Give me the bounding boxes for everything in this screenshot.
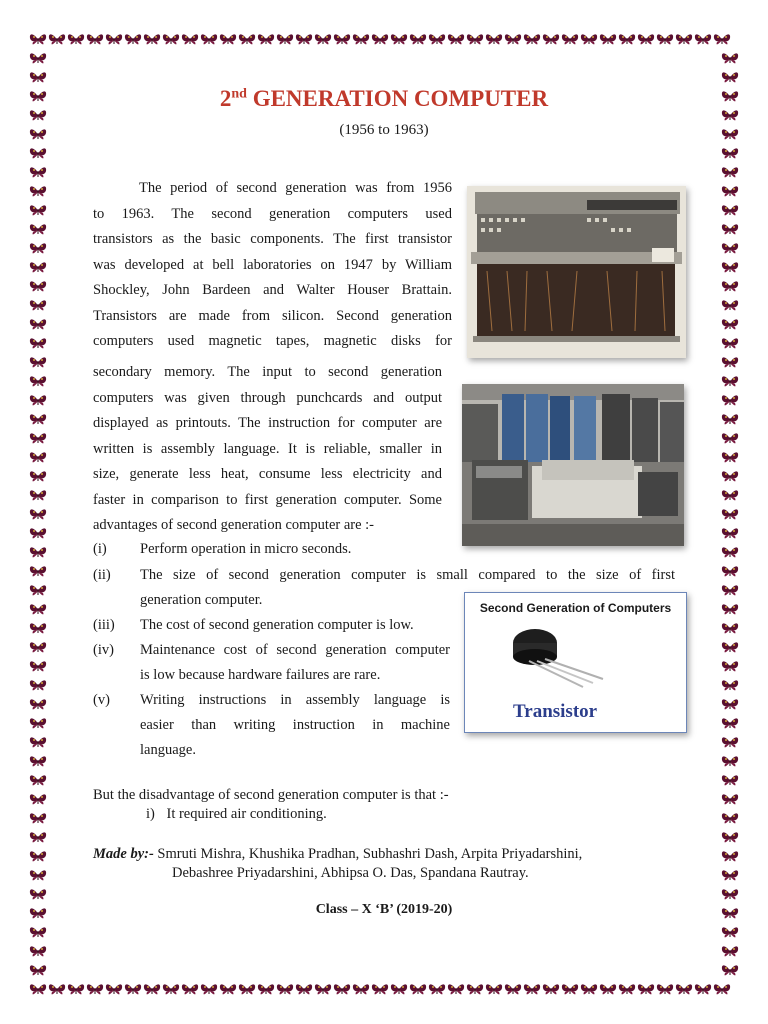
- butterfly-icon: [30, 205, 46, 215]
- butterfly-icon: [695, 984, 711, 994]
- advantage-item: [93, 638, 463, 689]
- butterfly-icon: [505, 34, 521, 44]
- list-text: language.: [140, 742, 196, 758]
- butterfly-icon: [239, 984, 255, 994]
- list-text: generation computer.: [140, 592, 263, 608]
- butterfly-icon: [722, 661, 738, 671]
- butterfly-icon: [722, 832, 738, 842]
- butterfly-icon: [258, 34, 274, 44]
- butterfly-icon: [410, 34, 426, 44]
- butterfly-icon: [467, 984, 483, 994]
- butterfly-icon: [722, 965, 738, 975]
- butterfly-icon: [277, 984, 293, 994]
- butterfly-icon: [30, 775, 46, 785]
- butterfly-icon: [722, 167, 738, 177]
- butterfly-icon: [30, 756, 46, 766]
- list-number: (ii): [93, 567, 111, 583]
- butterfly-icon: [722, 699, 738, 709]
- transistor-icon: [505, 621, 615, 696]
- list-text: is low because hardware failures are rare.: [140, 667, 381, 683]
- computer-console-photo: [467, 186, 686, 358]
- list-text: The cost of second generation computer is low.: [140, 617, 414, 633]
- butterfly-icon: [30, 528, 46, 538]
- butterfly-icon: [125, 984, 141, 994]
- butterfly-icon: [30, 965, 46, 975]
- butterfly-icon: [486, 984, 502, 994]
- butterfly-icon: [30, 471, 46, 481]
- computer-room-photo: [462, 384, 684, 546]
- butterfly-icon: [581, 34, 597, 44]
- list-text: Writing instructions in assembly language is: [140, 692, 450, 708]
- class-line: Class – X ‘B’ (2019-20): [315, 902, 453, 917]
- butterfly-icon: [201, 984, 217, 994]
- butterfly-icon: [106, 34, 122, 44]
- butterfly-icon: [220, 34, 236, 44]
- butterfly-icon: [353, 34, 369, 44]
- butterfly-icon: [722, 604, 738, 614]
- butterfly-icon: [49, 34, 65, 44]
- description-paragraph: [93, 360, 442, 539]
- para-line: secondary memory. The input to second generation: [93, 364, 442, 380]
- butterfly-icon: [562, 984, 578, 994]
- butterfly-icon: [722, 376, 738, 386]
- para-line: advantages of second generation computer are :-: [93, 517, 375, 533]
- list-text: easier than writing instruction in machine: [140, 717, 450, 733]
- butterfly-icon: [30, 832, 46, 842]
- butterfly-icon: [722, 224, 738, 234]
- butterfly-icon: [722, 946, 738, 956]
- butterfly-icon: [163, 34, 179, 44]
- butterfly-icon: [429, 34, 445, 44]
- list-number: (i): [93, 541, 107, 557]
- butterfly-icon: [30, 319, 46, 329]
- para-line: displayed as printouts. The instruction for computer are: [93, 415, 442, 431]
- butterfly-icon: [722, 395, 738, 405]
- page-subtitle: (1956 to 1963): [339, 122, 429, 138]
- butterfly-icon: [30, 490, 46, 500]
- butterfly-icon: [144, 984, 160, 994]
- butterfly-icon: [163, 984, 179, 994]
- butterfly-icon: [30, 984, 46, 994]
- disadvantage-intro: But the disadvantage of second generation computer is that :-: [93, 787, 449, 803]
- butterfly-icon: [722, 186, 738, 196]
- butterfly-icon: [372, 34, 388, 44]
- butterfly-icon: [600, 984, 616, 994]
- butterfly-icon: [722, 338, 738, 348]
- butterfly-icon: [30, 338, 46, 348]
- butterfly-icon: [410, 984, 426, 994]
- butterfly-icon: [391, 984, 407, 994]
- butterfly-icon: [448, 984, 464, 994]
- butterfly-icon: [581, 984, 597, 994]
- credits-label: Made by:-: [93, 846, 154, 862]
- butterfly-icon: [722, 53, 738, 63]
- butterfly-icon: [714, 34, 730, 44]
- butterfly-icon: [524, 34, 540, 44]
- butterfly-icon: [722, 72, 738, 82]
- butterfly-icon: [30, 395, 46, 405]
- butterfly-icon: [722, 547, 738, 557]
- butterfly-icon: [722, 623, 738, 633]
- butterfly-icon: [30, 889, 46, 899]
- butterfly-icon: [722, 718, 738, 728]
- butterfly-icon: [30, 357, 46, 367]
- butterfly-icon: [125, 34, 141, 44]
- title-superscript: nd: [231, 86, 247, 102]
- butterfly-icon: [467, 34, 483, 44]
- butterfly-icon: [353, 984, 369, 994]
- butterfly-icon: [657, 984, 673, 994]
- butterfly-icon: [722, 433, 738, 443]
- butterfly-icon: [30, 794, 46, 804]
- butterfly-icon: [695, 34, 711, 44]
- butterfly-icon: [722, 737, 738, 747]
- butterfly-icon: [722, 528, 738, 538]
- butterfly-icon: [30, 281, 46, 291]
- butterfly-icon: [676, 34, 692, 44]
- butterfly-icon: [30, 34, 46, 44]
- list-text: Perform operation in micro seconds.: [140, 541, 352, 557]
- advantage-item: [93, 688, 463, 765]
- butterfly-icon: [30, 376, 46, 386]
- butterfly-icon: [30, 224, 46, 234]
- list-number: (v): [93, 692, 110, 708]
- butterfly-icon: [391, 34, 407, 44]
- butterfly-icon: [30, 414, 46, 424]
- butterfly-icon: [239, 34, 255, 44]
- credits-line: [93, 846, 582, 863]
- butterfly-icon: [258, 984, 274, 994]
- para-line: Shockley, John Bardeen and Walter Houser Brattain.: [93, 282, 452, 298]
- butterfly-icon: [722, 870, 738, 880]
- butterfly-icon: [315, 34, 331, 44]
- butterfly-icon: [722, 775, 738, 785]
- butterfly-icon: [722, 300, 738, 310]
- butterfly-icon: [30, 699, 46, 709]
- butterfly-icon: [448, 34, 464, 44]
- butterfly-icon: [68, 984, 84, 994]
- computer-console-illustration: [467, 186, 686, 358]
- butterfly-icon: [106, 984, 122, 994]
- butterfly-icon: [722, 357, 738, 367]
- para-line: was developed at bell laboratories on 1947 by William: [93, 256, 452, 273]
- transistor-card: [464, 592, 687, 733]
- credits-names-continued: Debashree Priyadarshini, Abhipsa O. Das, Spandana Rautray.: [172, 865, 529, 881]
- butterfly-icon: [30, 452, 46, 462]
- butterfly-icon: [30, 680, 46, 690]
- butterfly-icon: [30, 243, 46, 253]
- butterfly-icon: [30, 813, 46, 823]
- intro-paragraph: [93, 176, 452, 355]
- butterfly-icon: [87, 34, 103, 44]
- butterfly-icon: [722, 490, 738, 500]
- butterfly-icon: [30, 661, 46, 671]
- butterfly-icon: [277, 34, 293, 44]
- butterfly-icon: [638, 34, 654, 44]
- para-line: size, generate less heat, consume less electricity and: [93, 466, 442, 482]
- para-line: computers was given through punchcards and output: [93, 389, 442, 406]
- disadvantage-item: [146, 806, 327, 823]
- butterfly-icon: [562, 34, 578, 44]
- butterfly-icon: [30, 167, 46, 177]
- butterfly-icon: [182, 34, 198, 44]
- butterfly-icon: [296, 984, 312, 994]
- butterfly-icon: [543, 34, 559, 44]
- butterfly-icon: [722, 585, 738, 595]
- butterfly-icon: [30, 262, 46, 272]
- butterfly-icon: [722, 148, 738, 158]
- para-line: written is assembly language. It is reliable, smaller in: [93, 440, 442, 457]
- butterfly-icon: [30, 148, 46, 158]
- butterfly-icon: [30, 585, 46, 595]
- butterfly-icon: [722, 414, 738, 424]
- butterfly-icon: [30, 642, 46, 652]
- butterfly-icon: [30, 737, 46, 747]
- butterfly-icon: [722, 680, 738, 690]
- butterfly-icon: [87, 984, 103, 994]
- butterfly-icon: [722, 927, 738, 937]
- butterfly-icon: [722, 509, 738, 519]
- butterfly-icon: [315, 984, 331, 994]
- butterfly-icon: [144, 34, 160, 44]
- butterfly-icon: [30, 870, 46, 880]
- butterfly-icon: [722, 813, 738, 823]
- butterfly-icon: [722, 281, 738, 291]
- transistor-card-title: Second Generation of Computers: [479, 601, 672, 615]
- butterfly-icon: [722, 566, 738, 576]
- butterfly-icon: [722, 471, 738, 481]
- butterfly-icon: [722, 794, 738, 804]
- butterfly-icon: [68, 34, 84, 44]
- butterfly-icon: [722, 889, 738, 899]
- para-line: to 1963. The second generation computers used: [93, 205, 452, 222]
- advantage-item: [93, 613, 463, 639]
- butterfly-icon: [722, 642, 738, 652]
- credits-names: Smruti Mishra, Khushika Pradhan, Subhashri Dash, Arpita Priyadarshini,: [153, 846, 583, 862]
- butterfly-icon: [722, 452, 738, 462]
- computer-room-illustration: [462, 384, 684, 546]
- butterfly-icon: [30, 433, 46, 443]
- butterfly-icon: [722, 205, 738, 215]
- butterfly-icon: [296, 34, 312, 44]
- butterfly-icon: [201, 34, 217, 44]
- butterfly-icon: [722, 262, 738, 272]
- butterfly-icon: [30, 566, 46, 576]
- butterfly-icon: [30, 927, 46, 937]
- butterfly-icon: [505, 984, 521, 994]
- butterfly-icon: [30, 604, 46, 614]
- list-text: Maintenance cost of second generation computer: [140, 642, 450, 658]
- butterfly-icon: [30, 509, 46, 519]
- butterfly-icon: [600, 34, 616, 44]
- page-title: 2nd GENERATION COMPUTER: [219, 86, 549, 111]
- butterfly-icon: [30, 300, 46, 310]
- list-text: The size of second generation computer is small compared to the size of first: [140, 567, 675, 583]
- para-line: transistors as the basic components. The first transistor: [93, 231, 452, 247]
- butterfly-icon: [220, 984, 236, 994]
- butterfly-icon: [676, 984, 692, 994]
- butterfly-icon: [657, 34, 673, 44]
- butterfly-icon: [722, 756, 738, 766]
- butterfly-icon: [722, 243, 738, 253]
- butterfly-icon: [722, 319, 738, 329]
- butterfly-icon: [30, 186, 46, 196]
- butterfly-icon: [543, 984, 559, 994]
- butterfly-icon: [30, 72, 46, 82]
- butterfly-icon: [638, 984, 654, 994]
- butterfly-icon: [334, 984, 350, 994]
- list-number: i): [146, 806, 155, 822]
- butterfly-icon: [30, 53, 46, 63]
- butterfly-icon: [619, 34, 635, 44]
- butterfly-icon: [722, 851, 738, 861]
- butterfly-icon: [619, 984, 635, 994]
- butterfly-icon: [49, 984, 65, 994]
- butterfly-icon: [524, 984, 540, 994]
- butterfly-icon: [30, 946, 46, 956]
- butterfly-icon: [372, 984, 388, 994]
- list-number: (iv): [93, 642, 114, 658]
- para-line: Transistors are made from silicon. Second generation: [93, 307, 452, 324]
- butterfly-icon: [30, 547, 46, 557]
- para-line: computers used magnetic tapes, magnetic disks for: [93, 333, 452, 349]
- para-line: faster in comparison to first generation computer. Some: [93, 491, 442, 508]
- list-text: It required air conditioning.: [166, 806, 327, 822]
- butterfly-icon: [486, 34, 502, 44]
- butterfly-icon: [30, 851, 46, 861]
- butterfly-icon: [30, 718, 46, 728]
- butterfly-icon: [429, 984, 445, 994]
- butterfly-icon: [714, 984, 730, 994]
- butterfly-icon: [30, 623, 46, 633]
- para-line: The period of second generation was from 1956: [139, 180, 452, 196]
- butterfly-icon: [182, 984, 198, 994]
- transistor-label: Transistor: [513, 701, 598, 722]
- list-number: (iii): [93, 617, 115, 633]
- butterfly-icon: [334, 34, 350, 44]
